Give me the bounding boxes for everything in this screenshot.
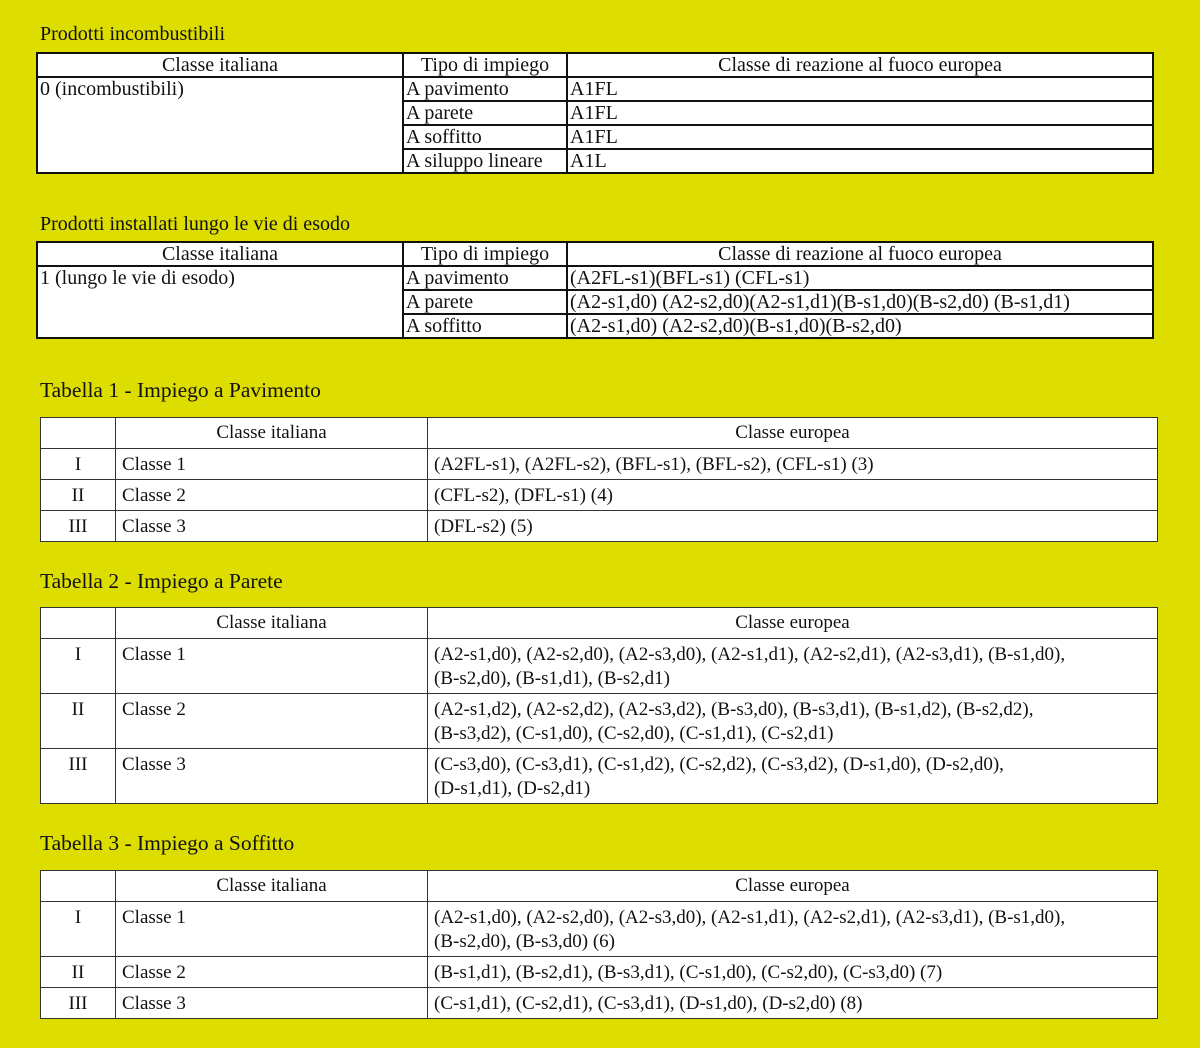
classe-europea-cell: (A2FL-s1)(BFL-s1) (CFL-s1) [567, 266, 1153, 290]
column-header: Classe italiana [116, 418, 428, 449]
classe-europea-cell: (B-s1,d1), (B-s2,d1), (B-s3,d1), (C-s1,d0), (C-s2,d0), (C-s3,d0) (7) [428, 957, 1158, 988]
classe-italiana-cell: Classe 3 [116, 749, 428, 804]
roman-numeral-cell: III [41, 511, 116, 542]
table-header-row [41, 871, 1158, 902]
table-header-row [41, 418, 1158, 449]
table-row [41, 902, 1158, 957]
table-incombustibili [36, 52, 1154, 174]
classe-europea-cell [428, 639, 1158, 694]
classe-europea-line: (C-s3,d0), (C-s3,d1), (C-s1,d2), (C-s2,d2), (C-s3,d2), (D-s1,d0), (D-s2,d0), [434, 754, 1004, 775]
classe-europea-cell: A1FL [567, 125, 1153, 149]
classe-europea-cell: (A2-s1,d0) (A2-s2,d0)(B-s1,d0)(B-s2,d0) [567, 314, 1153, 338]
tipo-impiego-cell: A siluppo lineare [403, 149, 567, 173]
column-header: Tipo di impiego [403, 242, 567, 266]
tipo-impiego-cell: A soffitto [403, 125, 567, 149]
tipo-impiego-cell: A pavimento [403, 77, 567, 101]
classe-italiana-cell: Classe 2 [116, 957, 428, 988]
table-header-row [41, 608, 1158, 639]
tipo-impiego-cell: A parete [403, 101, 567, 125]
column-header-blank [41, 871, 116, 902]
column-header: Classe di reazione al fuoco europea [567, 53, 1153, 77]
classe-italiana-cell: Classe 2 [116, 480, 428, 511]
column-header: Classe europea [428, 608, 1158, 639]
table-row [41, 480, 1158, 511]
roman-numeral-cell: II [41, 480, 116, 511]
roman-numeral-cell: III [41, 749, 116, 804]
roman-numeral-cell: II [41, 694, 116, 749]
column-header: Classe europea [428, 418, 1158, 449]
column-header: Classe italiana [37, 53, 403, 77]
tipo-impiego-cell: A soffitto [403, 314, 567, 338]
tabella-1-pavimento [40, 417, 1158, 542]
classe-europea-line: (A2-s1,d0), (A2-s2,d0), (A2-s3,d0), (A2-s1,d1), (A2-s2,d1), (A2-s3,d1), (B-s1,d0), [434, 907, 1066, 928]
tabella-3-soffitto [40, 870, 1158, 1019]
classe-europea-cell: (DFL-s2) (5) [428, 511, 1158, 542]
table-header-row [37, 53, 1153, 77]
classe-europea-cell: (A2FL-s1), (A2FL-s2), (BFL-s1), (BFL-s2), (CFL-s1) (3) [428, 449, 1158, 480]
tabella-2-parete [40, 607, 1158, 804]
classe-europea-cell: A1FL [567, 77, 1153, 101]
classe-europea-cell [428, 902, 1158, 957]
classe-europea-cell [428, 749, 1158, 804]
roman-numeral-cell: III [41, 988, 116, 1019]
classe-europea-cell: (A2-s1,d0) (A2-s2,d0)(A2-s1,d1)(B-s1,d0)(B-s2,d0) (B-s1,d1) [567, 290, 1153, 314]
table-row [41, 511, 1158, 542]
roman-numeral-cell: I [41, 639, 116, 694]
classe-italiana-cell: Classe 1 [116, 639, 428, 694]
classe-italiana-cell: 0 (incombustibili) [37, 77, 403, 173]
column-header: Classe italiana [116, 608, 428, 639]
classe-italiana-cell: Classe 3 [116, 988, 428, 1019]
classe-europea-cell: (C-s1,d1), (C-s2,d1), (C-s3,d1), (D-s1,d0), (D-s2,d0) (8) [428, 988, 1158, 1019]
classe-europea-line: (A2-s1,d2), (A2-s2,d2), (A2-s3,d2), (B-s3,d0), (B-s3,d1), (B-s1,d2), (B-s2,d2), [434, 699, 1034, 720]
table-row [41, 449, 1158, 480]
tabella-2-title: Tabella 2 - Impiego a Parete [40, 569, 283, 593]
classe-europea-line: (B-s2,d0), (B-s1,d1), (B-s2,d1) [434, 668, 670, 689]
classe-europea-cell: (CFL-s2), (DFL-s1) (4) [428, 480, 1158, 511]
classe-europea-cell: A1L [567, 149, 1153, 173]
classe-europea-line: (B-s2,d0), (B-s3,d0) (6) [434, 931, 616, 952]
classe-europea-line: (D-s1,d1), (D-s2,d1) [434, 778, 591, 799]
classe-europea-line: (A2-s1,d0), (A2-s2,d0), (A2-s3,d0), (A2-s1,d1), (A2-s2,d1), (A2-s3,d1), (B-s1,d0), [434, 644, 1066, 665]
classe-europea-cell [428, 694, 1158, 749]
table-header-row [37, 242, 1153, 266]
table-row [41, 749, 1158, 804]
classe-europea-line: (B-s3,d2), (C-s1,d0), (C-s2,d0), (C-s1,d1), (C-s2,d1) [434, 723, 834, 744]
tipo-impiego-cell: A pavimento [403, 266, 567, 290]
table-row [37, 77, 1153, 101]
column-header-blank [41, 418, 116, 449]
roman-numeral-cell: I [41, 902, 116, 957]
tabella-3-title: Tabella 3 - Impiego a Soffitto [40, 831, 295, 855]
column-header: Classe italiana [116, 871, 428, 902]
section-title-incombustibili: Prodotti incombustibili [40, 23, 226, 45]
classe-italiana-cell: Classe 1 [116, 902, 428, 957]
table-row [41, 957, 1158, 988]
roman-numeral-cell: I [41, 449, 116, 480]
classe-italiana-cell: Classe 2 [116, 694, 428, 749]
tipo-impiego-cell: A parete [403, 290, 567, 314]
tabella-1-title: Tabella 1 - Impiego a Pavimento [40, 378, 321, 402]
roman-numeral-cell: II [41, 957, 116, 988]
table-vie-di-esodo [36, 241, 1154, 339]
column-header-blank [41, 608, 116, 639]
column-header: Classe europea [428, 871, 1158, 902]
classe-italiana-cell: Classe 1 [116, 449, 428, 480]
classe-europea-cell: A1FL [567, 101, 1153, 125]
column-header: Classe di reazione al fuoco europea [567, 242, 1153, 266]
classe-italiana-cell: 1 (lungo le vie di esodo) [37, 266, 403, 338]
section-title-vie-di-esodo: Prodotti installati lungo le vie di esodo [40, 213, 350, 235]
table-row [41, 988, 1158, 1019]
column-header: Tipo di impiego [403, 53, 567, 77]
table-row [41, 694, 1158, 749]
table-row [41, 639, 1158, 694]
column-header: Classe italiana [37, 242, 403, 266]
classe-italiana-cell: Classe 3 [116, 511, 428, 542]
table-row [37, 266, 1153, 290]
